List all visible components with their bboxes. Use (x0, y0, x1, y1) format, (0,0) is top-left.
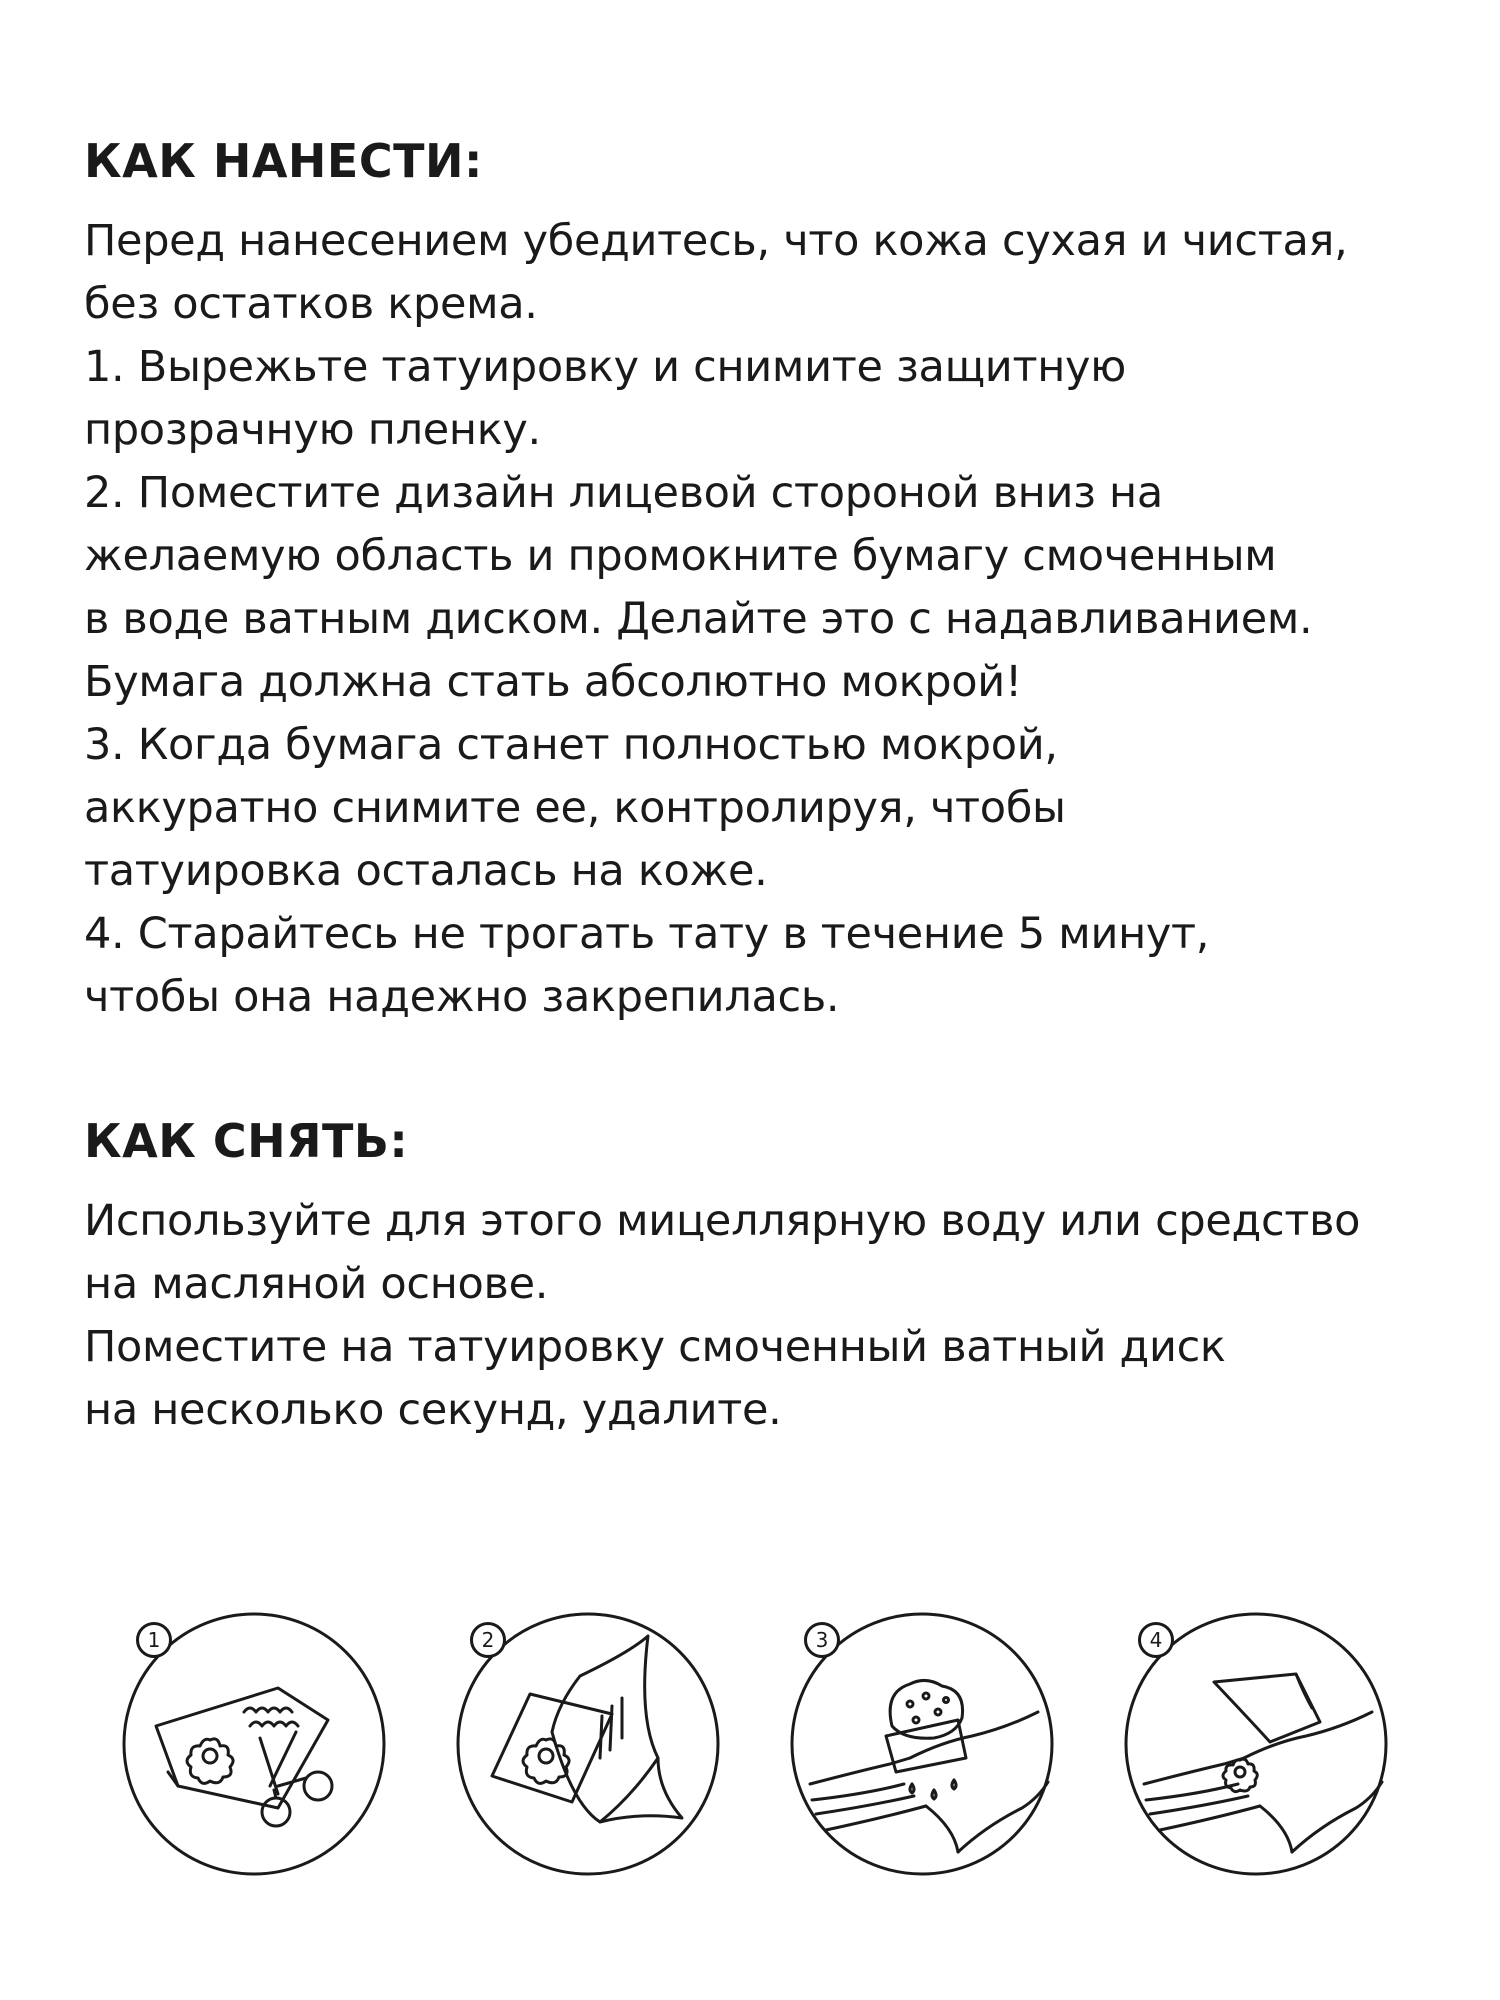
remove-heading: КАК СНЯТЬ: (84, 1114, 409, 1168)
step-2-illustration (452, 1608, 724, 1880)
apply-text-line: в воде ватным диском. Делайте это с надавливанием. (84, 594, 1313, 644)
apply-text-line: аккуратно снимите ее, контролируя, чтобы (84, 783, 1066, 833)
remove-text-line: Используйте для этого мицеллярную воду или средство (84, 1196, 1361, 1246)
step-3-illustration (786, 1608, 1058, 1880)
apply-text-line: без остатков крема. (84, 279, 538, 329)
remove-text-line: на несколько секунд, удалите. (84, 1385, 782, 1435)
step-number-badge: 1 (136, 1622, 172, 1658)
apply-heading: КАК НАНЕСТИ: (84, 134, 483, 188)
apply-text-line: 2. Поместите дизайн лицевой стороной вниз на (84, 468, 1163, 518)
apply-text-line: 3. Когда бумага станет полностью мокрой, (84, 720, 1058, 770)
remove-text-line: на масляной основе. (84, 1259, 549, 1309)
apply-text-line: Перед нанесением убедитесь, что кожа сухая и чистая, (84, 216, 1348, 266)
apply-text-line: 4. Старайтесь не трогать тату в течение 5 минут, (84, 909, 1210, 959)
apply-text-line: Бумага должна стать абсолютно мокрой! (84, 657, 1022, 707)
remove-text-line: Поместите на татуировку смоченный ватный диск (84, 1322, 1226, 1372)
apply-text-line: желаемую область и промокните бумагу смоченным (84, 531, 1277, 581)
step-number-badge: 4 (1138, 1622, 1174, 1658)
step-number-badge: 3 (804, 1622, 840, 1658)
apply-text-line: 1. Вырежьте татуировку и снимите защитную (84, 342, 1127, 392)
step-4-illustration (1120, 1608, 1392, 1880)
step-number-badge: 2 (470, 1622, 506, 1658)
apply-text-line: прозрачную пленку. (84, 405, 541, 455)
apply-text-line: татуировка осталась на коже. (84, 846, 768, 896)
step-1-illustration (118, 1608, 390, 1880)
apply-text-line: чтобы она надежно закрепилась. (84, 972, 840, 1022)
